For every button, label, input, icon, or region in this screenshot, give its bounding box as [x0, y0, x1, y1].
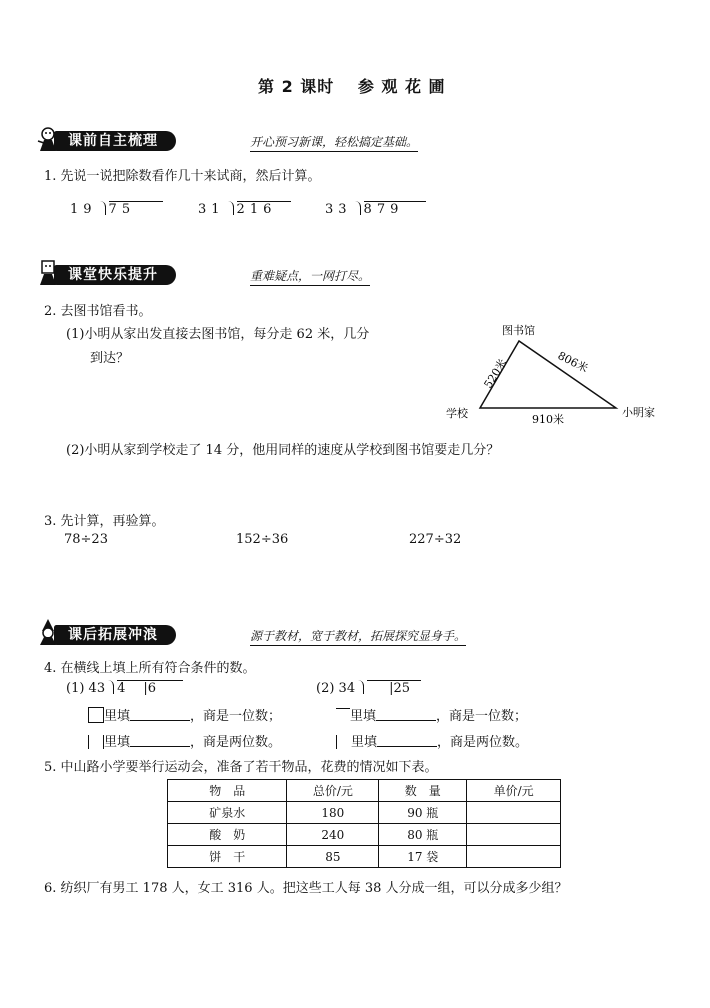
division-bracket [358, 680, 364, 694]
table-header: 单价/元 [467, 780, 561, 802]
table-cell: 240 [287, 824, 379, 846]
section-banner-2 [36, 265, 456, 287]
digit-box [88, 707, 104, 723]
table-row [168, 824, 561, 846]
fill-label: 里填 [104, 709, 131, 724]
section-banner-3 [36, 625, 496, 647]
section-banner-1 [36, 131, 456, 153]
section-sub-3: 源于教材，宽于教材，拓展探究显身手。 [250, 627, 466, 646]
answer-blank[interactable] [130, 734, 190, 747]
section-label-3: 课后拓展冲浪 [54, 625, 176, 645]
dividend: 75 [109, 201, 163, 217]
divisor: 33 [325, 202, 352, 217]
table-cell: 90 瓶 [379, 802, 467, 824]
question-3: 3. 先计算，再验算。 [44, 514, 165, 529]
q4-fill-row-3 [88, 731, 281, 750]
section-label-1: 课前自主梳理 [54, 131, 176, 151]
question-2: 2. 去图书馆看书。 [44, 304, 152, 319]
table-header: 物 品 [168, 780, 287, 802]
division-3 [325, 201, 426, 217]
table-row [168, 802, 561, 824]
condition-label: ，商是两位数。 [437, 735, 529, 750]
fill-label: 里填 [104, 735, 131, 750]
table-cell-answer[interactable] [467, 824, 561, 846]
division-1 [70, 201, 163, 217]
table-cell-answer[interactable] [467, 802, 561, 824]
q4-fill-row-2 [336, 705, 527, 724]
answer-blank[interactable] [377, 734, 437, 747]
answer-blank[interactable] [376, 708, 436, 721]
table-cell: 85 [287, 846, 379, 868]
division-bracket [100, 201, 106, 215]
label-edge-left: 520米 [481, 356, 510, 391]
table-header: 数 量 [379, 780, 467, 802]
dividend: 216 [237, 201, 291, 217]
label-school: 学校 [446, 407, 468, 420]
q4-fill-row-1 [88, 705, 281, 724]
divisor: 31 [198, 202, 225, 217]
q4-fill-row-4 [336, 731, 528, 750]
label-edge-right: 806米 [555, 349, 591, 376]
table-cell-answer[interactable] [467, 846, 561, 868]
table-cell: 饼 干 [168, 846, 287, 868]
digit-box [336, 708, 350, 723]
question-1: 1. 先说一说把除数看作几十来试商，然后计算。 [44, 169, 321, 184]
table-cell: 17 袋 [379, 846, 467, 868]
section-sub-2: 重难疑点，一网打尽。 [250, 267, 370, 286]
digit: 4 [117, 681, 126, 696]
table-row [168, 846, 561, 868]
condition-label: ，商是两位数。 [190, 735, 282, 750]
condition-label: ，商是一位数； [436, 709, 528, 724]
expression-1: 78÷23 [64, 532, 108, 547]
fill-label: 里填 [350, 709, 377, 724]
table-cell: 矿泉水 [168, 802, 287, 824]
question-4-part-1-expr: (1) 43 4 |6 [66, 680, 183, 696]
price-table [167, 779, 561, 868]
question-2-part-2: (2)小明从家到学校走了 14 分，他用同样的速度从学校到图书馆要走几分？ [66, 443, 500, 458]
label-edge-bottom: 910米 [532, 413, 564, 426]
table-cell: 180 [287, 802, 379, 824]
division-2 [198, 201, 291, 217]
page-title: 第 2 课时 参 观 花 圃 [258, 77, 446, 96]
table-header-row [168, 780, 561, 802]
question-4-part-2-expr: (2) 34 |25 [316, 680, 421, 696]
answer-blank[interactable] [130, 708, 190, 721]
section-label-2: 课堂快乐提升 [54, 265, 176, 285]
condition-label: ，商是一位数； [190, 709, 282, 724]
divisor: (2) 34 [316, 681, 356, 696]
route-triangle-diagram [440, 316, 700, 426]
expression-3: 227÷32 [409, 532, 462, 547]
divisor: (1) 43 [66, 681, 106, 696]
question-5: 5. 中山路小学要举行运动会，准备了若干物品，花费的情况如下表。 [44, 760, 438, 775]
fill-label: 里填 [351, 735, 378, 750]
question-6: 6. 纺织厂有男工 178 人，女工 316 人。把这些工人每 38 人分成一组，可以分成多少组？ [44, 881, 568, 896]
table-cell: 80 瓶 [379, 824, 467, 846]
digit-box [88, 735, 104, 749]
question-2-part-1-cont: 到达？ [90, 351, 130, 366]
table-header: 总价/元 [287, 780, 379, 802]
division-bracket [108, 680, 114, 694]
division-bracket [355, 201, 361, 215]
label-library: 图书馆 [502, 324, 535, 337]
divisor: 19 [70, 202, 97, 217]
expression-2: 152÷36 [236, 532, 289, 547]
division-bracket [228, 201, 234, 215]
digit: 6 [147, 681, 157, 696]
dividend: 879 [364, 201, 426, 217]
label-home: 小明家 [622, 406, 655, 419]
digit-box [336, 735, 351, 749]
digit: 25 [393, 681, 411, 696]
question-4: 4. 在横线上填上所有符合条件的数。 [44, 661, 256, 676]
table-cell: 酸 奶 [168, 824, 287, 846]
section-sub-1: 开心预习新课，轻松搞定基础。 [250, 133, 418, 152]
question-2-part-1: (1)小明从家出发直接去图书馆，每分走 62 米，几分 [66, 327, 370, 342]
